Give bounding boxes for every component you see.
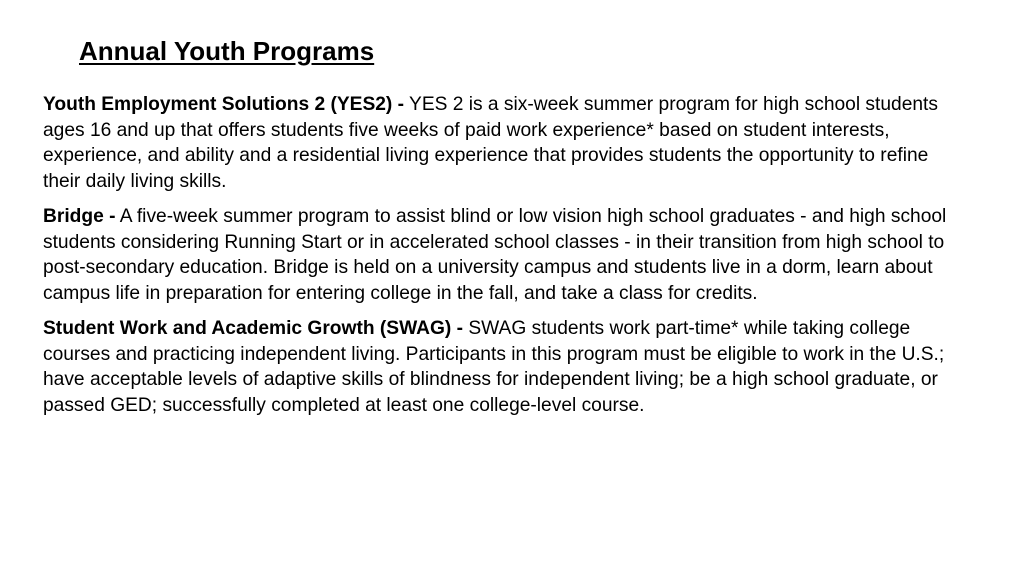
programs-list [43, 92, 958, 428]
program-description: A five-week summer program to assist blind or low vision high school graduates - and high school students considering Running Start or in accelerated school classes - in their transition from high school to post-secondary education. Bridge is held on a university campus and students live in a dorm, learn about campus life in preparation for entering college in the fall, and take a class for credits. [43, 206, 947, 304]
program-yes2 [43, 92, 958, 194]
program-description: SWAG students work part-time* while taking college courses and practicing independent living. Participants in this program must be eligible to work in the U.S.; have acceptable levels of adaptive skills of blindness for independent living; be a high school graduate, or passed GED; successfully completed at least one college-level course. [43, 318, 945, 416]
program-name: Bridge - [43, 206, 116, 227]
slide-title: Annual Youth Programs [79, 36, 375, 66]
program-name: Youth Employment Solutions 2 (YES2) - [43, 94, 405, 115]
program-swag [43, 316, 958, 418]
program-bridge [43, 204, 958, 306]
program-name: Student Work and Academic Growth (SWAG) - [43, 318, 464, 339]
program-description: YES 2 is a six-week summer program for high school students ages 16 and up that offers students five weeks of paid work experience* based on student interests, experience, and ability and a residential living experience that provides students the opportunity to refine their daily living skills. [43, 94, 938, 192]
